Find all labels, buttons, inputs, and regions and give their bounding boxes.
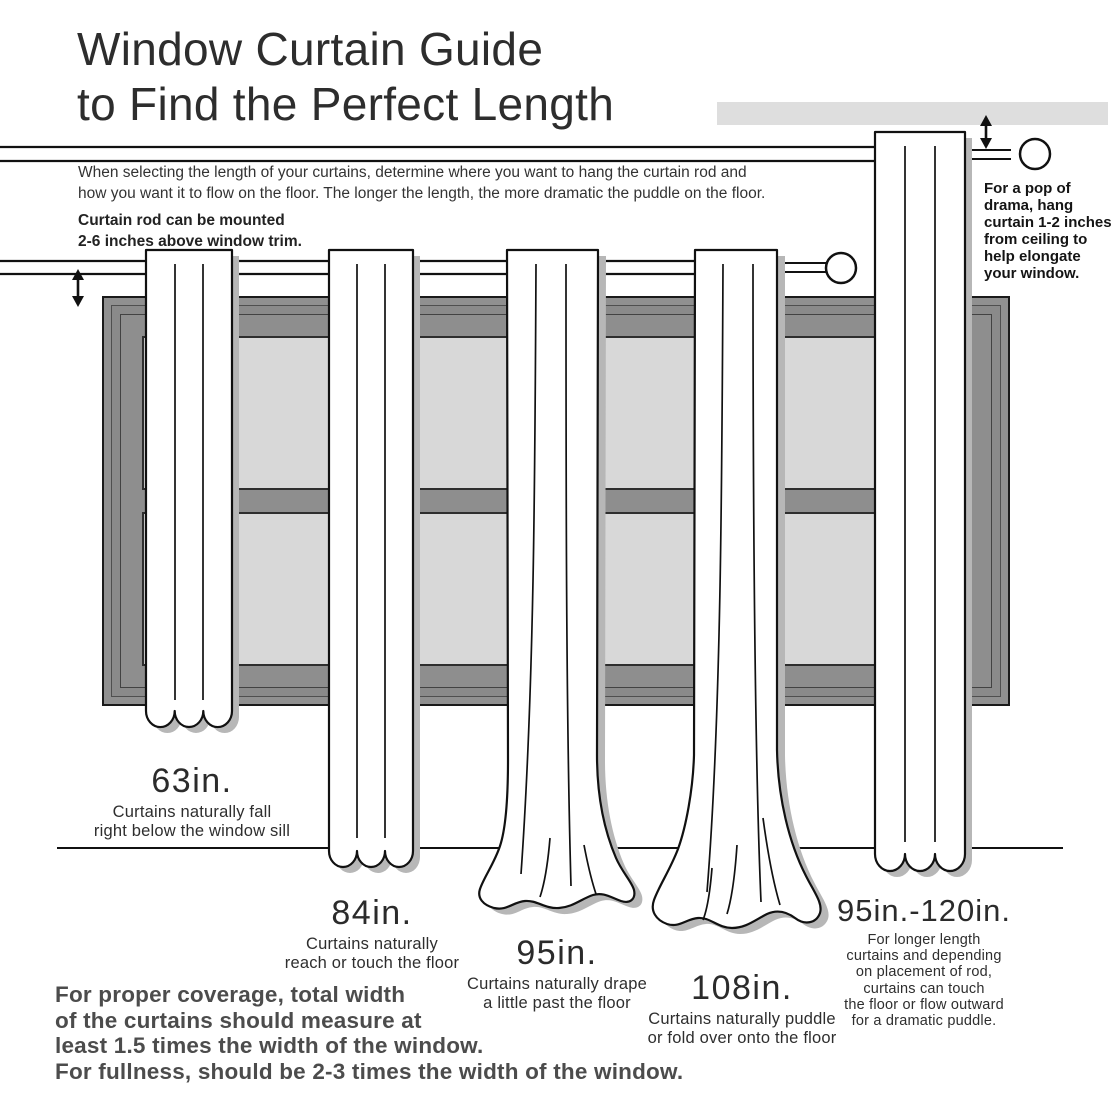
- page-title: [77, 22, 614, 132]
- ceiling-curtain-rod: [0, 147, 1011, 161]
- ceiling-note-line: drama, hang: [984, 197, 1074, 214]
- label-63in: [42, 764, 342, 840]
- window-curtain-rod: [0, 261, 827, 274]
- coverage-line: least 1.5 times the width of the window.: [55, 1033, 484, 1058]
- desc-line: curtains and depending: [846, 948, 1002, 965]
- coverage-line: of the curtains should measure at: [55, 1007, 422, 1033]
- coverage-line: For proper coverage, total width: [55, 982, 406, 1007]
- desc-line: Curtains naturally: [306, 935, 438, 953]
- intro-paragraph: [78, 162, 765, 204]
- desc-line: Curtains naturally drape: [467, 975, 647, 993]
- window-illustration: [102, 296, 1010, 706]
- desc-line: right below the window sill: [93, 821, 291, 840]
- desc-line: curtains can touch: [863, 980, 985, 997]
- coverage-line: For fullness, should be 2-3 times the width of the window.: [55, 1058, 684, 1084]
- ceiling-note-line: For a pop of: [984, 180, 1071, 197]
- desc-line: Curtains naturally puddle: [648, 1010, 836, 1028]
- desc-line: Curtains naturally fall: [112, 803, 272, 821]
- floor-line: [57, 847, 1063, 849]
- title-accent-bar: [717, 102, 1108, 125]
- page-title-line1: Window Curtain Guide: [77, 23, 544, 75]
- rod-mount-note-line1: Curtain rod can be mounted: [78, 212, 285, 229]
- desc-line: the floor or flow outward: [844, 996, 1004, 1013]
- ceiling-note-line: help elongate: [984, 248, 1081, 265]
- rod-height-double-arrow-icon: [72, 269, 84, 307]
- ceiling-note-line: curtain 1-2 inches: [984, 214, 1112, 231]
- coverage-note: [55, 982, 683, 1084]
- desc-line: on placement of rod,: [855, 964, 993, 981]
- length-95in: 95in.: [516, 934, 598, 972]
- desc-line: reach or touch the floor: [284, 953, 460, 972]
- desc-line: for a dramatic puddle.: [851, 1013, 997, 1030]
- intro-line1: When selecting the length of your curtains, determine where you want to hang the curtain rod and: [78, 164, 747, 181]
- label-95-120in: [774, 895, 1074, 1029]
- window-rod-finial: [826, 253, 856, 283]
- rod-mount-note: [78, 210, 302, 252]
- ceiling-note-line: from ceiling to: [984, 231, 1088, 248]
- ceiling-rod-finial: [1020, 139, 1050, 169]
- ceiling-note-line: your window.: [984, 265, 1080, 282]
- ceiling-drama-note: [984, 180, 1120, 282]
- length-84in: 84in.: [331, 894, 413, 932]
- rod-mount-note-line2: 2-6 inches above window trim.: [78, 233, 302, 250]
- length-95-120in: 95in.-120in.: [836, 893, 1011, 928]
- length-63in: 63in.: [151, 762, 233, 800]
- intro-line2: how you want it to flow on the floor. The longer the length, the more dramatic the puddle on the floor.: [78, 185, 766, 202]
- desc-line: a little past the floor: [483, 993, 631, 1012]
- length-108in: 108in.: [691, 969, 793, 1007]
- desc-line: or fold over onto the floor: [647, 1028, 837, 1047]
- page-title-line2: to Find the Perfect Length: [77, 78, 615, 130]
- desc-line: For longer length: [867, 932, 981, 948]
- window-center-mullion: [142, 488, 970, 514]
